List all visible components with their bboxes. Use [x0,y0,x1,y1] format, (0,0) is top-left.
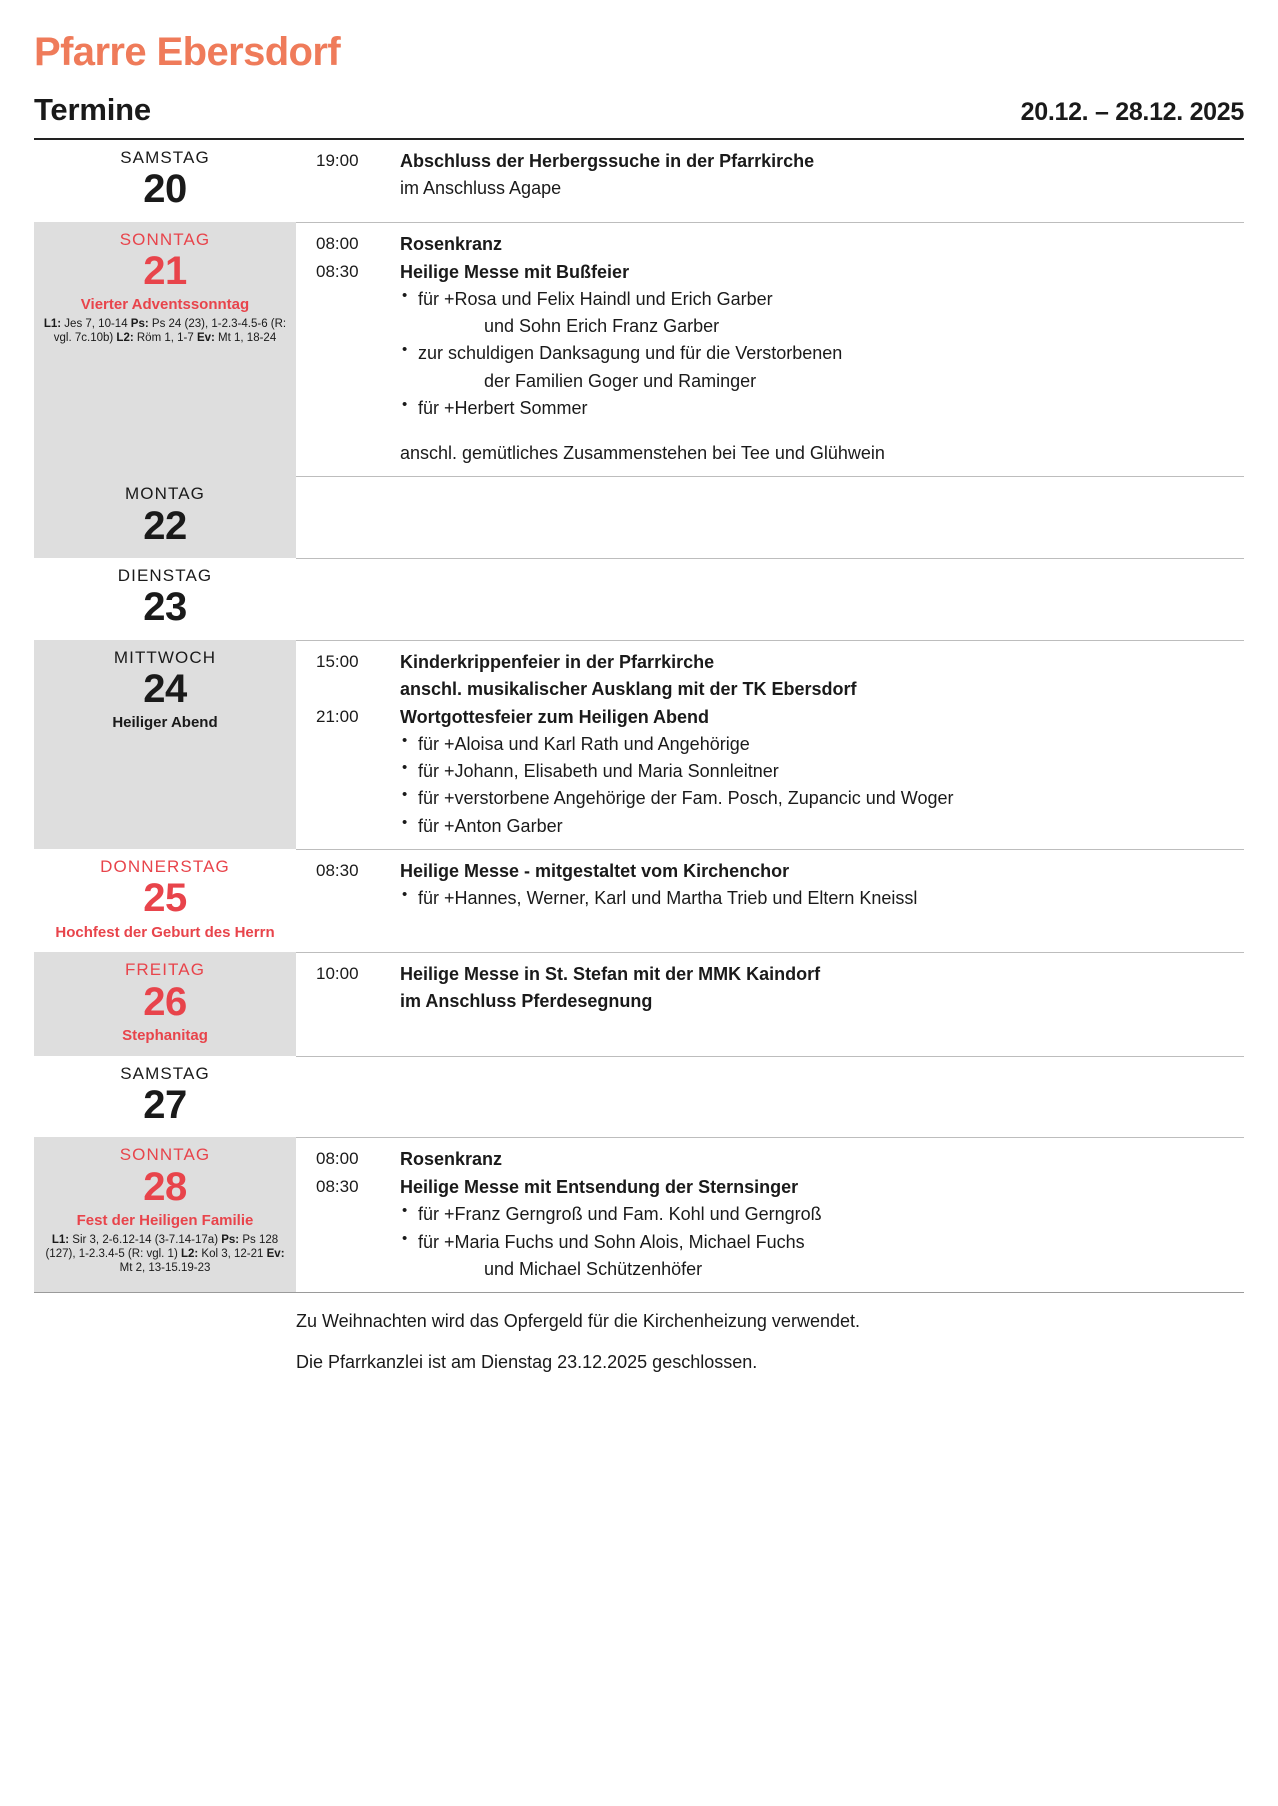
feast-label: Vierter Adventssonntag [80,296,250,314]
day-row [34,140,1244,222]
event-body [400,704,1244,840]
day-number: 20 [143,167,187,212]
intention-continuation: und Michael Schützenhöfer [484,1258,703,1279]
event-item [296,961,1244,1015]
intention-item: • für +Hannes, Werner, Karl und Martha Trieb und Eltern Kneissl [400,885,1234,912]
intention-item: • zur schuldigen Danksagung und für die Verstorbenen der Familien Goger und Raminger [400,340,1234,395]
event-time: 15:00 [316,651,359,671]
feast-label: Hochfest der Geburt des Herrn [55,923,275,941]
event-item [296,704,1244,840]
day-row [34,952,1244,1055]
day-name-label: DIENSTAG [117,565,213,585]
intention-list [400,885,1234,912]
events-cell-23 [296,558,1244,640]
event-time: 08:00 [316,233,359,253]
event-time: 08:00 [316,1149,359,1169]
event-note: anschl. gemütliches Zusammenstehen bei Tee und Glühwein [400,443,885,464]
intention-continuation: der Familien Goger und Raminger [484,370,757,391]
intention-item: • für +Johann, Elisabeth und Maria Sonnleitner [400,758,1234,785]
event-title: Rosenkranz [400,1149,503,1170]
event-item [296,231,1244,258]
event-body [400,961,1244,1015]
intention-item: • für +Maria Fuchs und Sohn Alois, Michael Fuchs und Michael Schützenhöfer [400,1229,1234,1284]
day-cell-27 [34,1056,296,1138]
day-name-label: MITTWOCH [113,647,217,667]
footnote-line: Die Pfarrkanzlei ist am Dienstag 23.12.2025 geschlossen. [296,1352,758,1373]
day-name-label: SAMSTAG [120,1063,210,1083]
events-cell-20 [296,140,1244,222]
date-range-label: 20.12. – 28.12. 2025 [1020,98,1244,126]
day-row [34,849,1244,952]
day-cell-25 [34,849,296,952]
event-time: 21:00 [316,706,359,726]
feast-label: Fest der Heiligen Familie [76,1211,254,1229]
day-name-label: SONNTAG [119,229,211,249]
event-body [400,231,1244,258]
day-name-label: MONTAG [125,484,205,504]
event-title: Wortgottesfeier zum Heiligen Abend [400,706,710,727]
day-number: 23 [143,585,187,630]
day-number: 24 [143,666,187,711]
events-cell-21 [296,222,1244,477]
event-subtitle: im Anschluss Agape [400,178,562,198]
intention-list [400,286,1234,423]
day-row [34,476,1244,558]
day-cell-28 [34,1137,296,1292]
events-cell-22 [296,476,1244,558]
day-name-label: FREITAG [124,960,206,980]
day-number: 26 [143,979,187,1024]
day-cell-26 [34,952,296,1055]
day-cell-21 [34,222,296,477]
event-body [400,148,1244,203]
event-body [400,259,1244,468]
event-title: Heilige Messe mit Bußfeier [400,261,630,282]
intention-item: • für +Franz Gerngroß und Fam. Kohl und Gerngroß [400,1201,1234,1228]
intention-item: • für +Rosa und Felix Haindl und Erich Garber und Sohn Erich Franz Garber [400,286,1234,341]
day-row [34,558,1244,640]
intention-list [400,731,1234,840]
day-row [34,1056,1244,1138]
feast-label: Stephanitag [122,1026,208,1044]
event-title: Kinderkrippenfeier in der Pfarrkirche [400,651,715,672]
day-number: 25 [143,876,187,921]
event-time: 10:00 [316,964,359,984]
day-row [34,1137,1244,1292]
event-subtitle: im Anschluss Pferdesegnung [400,991,653,1012]
event-body [400,858,1244,912]
day-cell-20 [34,140,296,222]
footnotes-block [34,1293,1244,1377]
event-time: 08:30 [316,860,359,880]
event-item [296,148,1244,203]
day-name-label: SAMSTAG [120,148,210,167]
event-body [400,649,1244,703]
page-title-row [34,92,1244,138]
intention-item: • für +Herbert Sommer [400,395,1234,422]
event-time: 19:00 [316,151,359,170]
events-cell-27 [296,1056,1244,1138]
event-item [296,1174,1244,1283]
scripture-readings: L1: Sir 3, 2-6.12-14 (3-7.14-17a) Ps: Ps 128 (127), 1-2.3.4-5 (R: vgl. 1) L2: Kol 3, 12-21 Ev: Mt 2, 13-15.19-23 [45,1233,285,1275]
event-body [400,1174,1244,1283]
event-title: Heilige Messe - mitgestaltet vom Kirchenchor [400,860,790,881]
intention-list [400,1201,1234,1283]
parish-brand-title: Pfarre Ebersdorf [34,30,341,74]
events-cell-28 [296,1137,1244,1292]
schedule-table [34,140,1244,1292]
day-number: 22 [143,503,187,548]
event-time: 08:30 [316,261,359,281]
day-row [34,640,1244,849]
intention-item: • für +Aloisa und Karl Rath und Angehörige [400,731,1234,758]
events-cell-24 [296,640,1244,849]
day-cell-23 [34,558,296,640]
day-cell-22 [34,476,296,558]
event-title: Heilige Messe mit Entsendung der Sternsinger [400,1177,799,1198]
day-number: 21 [143,248,187,293]
day-name-label: SONNTAG [119,1145,211,1165]
event-item [296,649,1244,703]
day-name-label: DONNERSTAG [100,856,230,876]
intention-continuation: und Sohn Erich Franz Garber [484,315,720,336]
day-number: 27 [143,1083,187,1128]
page-title: Termine [34,92,151,127]
event-title: Rosenkranz [400,233,503,254]
events-cell-25 [296,849,1244,952]
day-cell-24 [34,640,296,849]
feast-label: Heiliger Abend [112,714,218,732]
event-item [296,858,1244,912]
event-time: 08:30 [316,1177,359,1197]
event-body [400,1146,1244,1173]
scripture-readings: L1: Jes 7, 10-14 Ps: Ps 24 (23), 1-2.3-4.5-6 (R: vgl. 7c.10b) L2: Röm 1, 1-7 Ev: Mt 1, 18-24 [43,317,287,345]
event-subtitle: anschl. musikalischer Ausklang mit der TK Ebersdorf [400,678,857,699]
day-number: 28 [143,1164,187,1209]
intention-item: • für +verstorbene Angehörige der Fam. Posch, Zupancic und Woger [400,785,1234,812]
event-item [296,259,1244,468]
event-title: Heilige Messe in St. Stefan mit der MMK Kaindorf [400,964,821,985]
intention-item: • für +Anton Garber [400,813,1234,840]
events-cell-26 [296,952,1244,1055]
event-item [296,1146,1244,1173]
footnote-line: Zu Weihnachten wird das Opfergeld für die Kirchenheizung verwendet. [296,1311,860,1332]
event-title: Abschluss der Herbergssuche in der Pfarrkirche [400,151,815,171]
day-row [34,222,1244,477]
